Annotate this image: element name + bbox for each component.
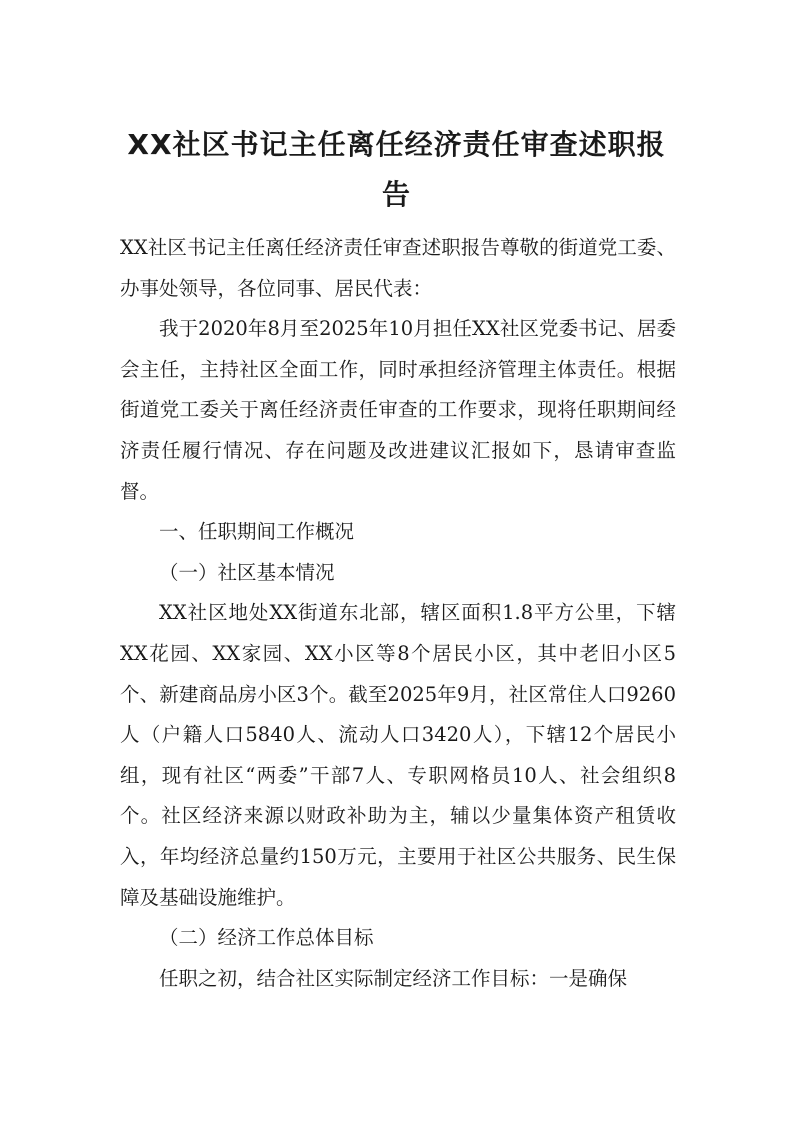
- document-title: [110, 120, 683, 220]
- document-body: [120, 228, 676, 999]
- subsection-heading-2: （二）经济工作总体目标: [159, 926, 374, 950]
- salutation-paragraph: XX社区书记主任离任经济责任审查述职报告尊敬的街道党工委、办事处领导，各位同事、居民代表：: [120, 236, 676, 300]
- subsection-heading-1: （一）社区基本情况: [159, 560, 335, 584]
- intro-paragraph: 我于2020年8月至2025年10月担任XX社区党委书记、居委会主任，主持社区全面工作，同时承担经济管理主体责任。根据街道党工委关于离任经济责任审查的工作要求，现将任职期间经济责任履行情况、存在问题及改进建议汇报如下，恳请审查监督。: [120, 317, 676, 503]
- title-line-1: XX社区书记主任离任经济责任审查述职报: [127, 128, 666, 161]
- economic-goals-paragraph: 任职之初，结合社区实际制定经济工作目标：一是确保: [159, 966, 628, 990]
- community-overview-paragraph: XX社区地处XX街道东北部，辖区面积1.8平方公里，下辖XX花园、XX家园、XX小区等8个居民小区，其中老旧小区5个、新建商品房小区3个。截至2025年9月，社区常住人口9260人（户籍人口5840人、流动人口3420人），下辖12个居民小组，现有社区“两委”干部7人、专职网格员10人、社会组织8个。社区经济来源以财政补助为主，辅以少量集体资产租赁收入，年均经济总量约150万元，主要用于社区公共服务、民生保障及基础设施维护。: [120, 601, 676, 909]
- title-line-2: 告: [381, 178, 411, 211]
- section-heading-1: 一、任职期间工作概况: [159, 520, 355, 544]
